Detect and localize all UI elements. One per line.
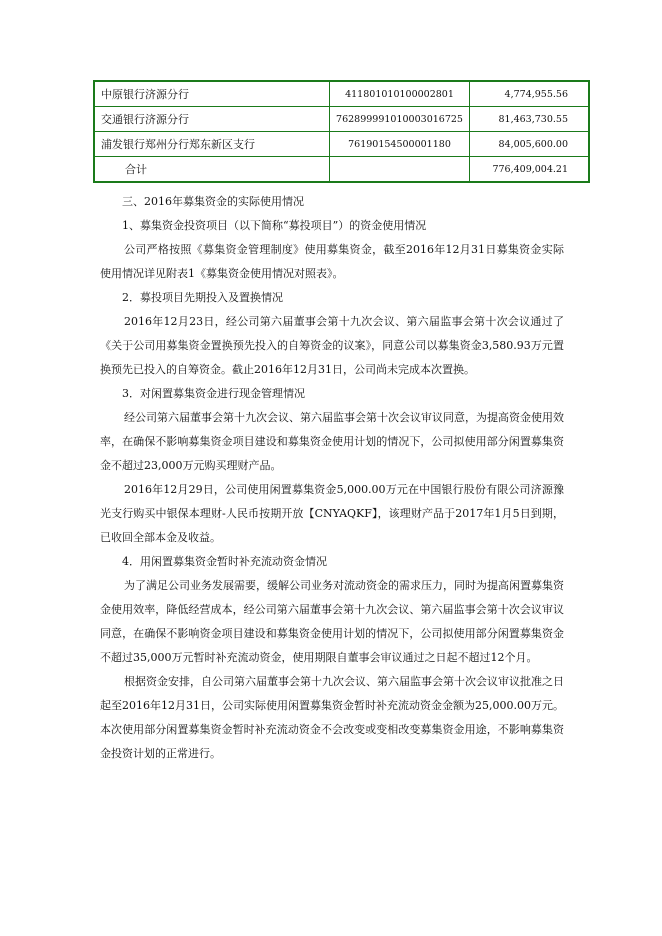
- section-heading: 三、2016年募集资金的实际使用情况: [122, 195, 304, 208]
- bank-name-cell: 中原银行济源分行: [94, 81, 330, 107]
- account-number-cell: 762899991010003016725: [330, 107, 470, 132]
- amount-cell: 4,774,955.56: [470, 81, 590, 107]
- paragraph: 2016年12月29日，公司使用闲置募集资金5,000.00万元在中国银行股份有限公司济源豫光支行购买中银保本理财-人民币按期开放【CNYAQKF】，该理财产品于2017年1月5日到期，已收回全部本金及收益。: [100, 483, 564, 544]
- table-row: [94, 132, 589, 157]
- table-total-row: [94, 157, 589, 183]
- paragraph: 为了满足公司业务发展需要，缓解公司业务对流动资金的需求压力，同时为提高闲置募集资金使用效率，降低经营成本，经公司第六届董事会第十九次会议、第六届监事会第十次会议审议同意，在确保不影响资金项目建设和募集资金使用计划的情况下，公司拟使用部分闲置募集资金不超过35,000万元暂时补充流动资金，使用期限自董事会审议通过之日起不超过12个月。: [100, 579, 564, 664]
- amount-cell: 84,005,600.00: [470, 132, 590, 157]
- total-account-cell: [330, 157, 470, 183]
- total-amount-cell: 776,409,004.21: [470, 157, 590, 183]
- body-text: [100, 190, 564, 766]
- paragraph: 公司严格按照《募集资金管理制度》使用募集资金，截至2016年12月31日募集资金实际使用情况详见附表1《募集资金使用情况对照表》。: [100, 243, 564, 280]
- subsection-heading: 3．对闲置募集资金进行现金管理情况: [122, 387, 305, 400]
- amount-cell: 81,463,730.55: [470, 107, 590, 132]
- total-label-cell: 合计: [94, 157, 330, 183]
- subsection-heading: 2．募投项目先期投入及置换情况: [122, 291, 283, 304]
- account-number-cell: 76190154500001180: [330, 132, 470, 157]
- bank-accounts-table: [93, 80, 590, 183]
- account-number-cell: 411801010100002801: [330, 81, 470, 107]
- table-row: [94, 107, 589, 132]
- paragraph: 经公司第六届董事会第十九次会议、第六届监事会第十次会议审议同意，为提高资金使用效率，在确保不影响募集资金项目建设和募集资金使用计划的情况下，公司拟使用部分闲置募集资金不超过23,000万元购买理财产品。: [100, 411, 564, 472]
- bank-name-cell: 浦发银行郑州分行郑东新区支行: [94, 132, 330, 157]
- subsection-heading: 4．用闲置募集资金暂时补充流动资金情况: [122, 555, 327, 568]
- subsection-heading: 1、募集资金投资项目（以下简称“募投项目”）的资金使用情况: [122, 219, 427, 232]
- paragraph: 根据资金安排，自公司第六届董事会第十九次会议、第六届监事会第十次会议审议批准之日起至2016年12月31日，公司实际使用闲置募集资金暂时补充流动资金金额为25,000.00万元。本次使用部分闲置募集资金暂时补充流动资金不会改变或变相改变募集资金用途，不影响募集资金投资计划的正常进行。: [100, 675, 564, 760]
- paragraph: 2016年12月23日，经公司第六届董事会第十九次会议、第六届监事会第十次会议通过了《关于公司用募集资金置换预先投入的自筹资金的议案》，同意公司以募集资金3,580.93万元置换预先已投入的自筹资金。截止2016年12月31日，公司尚未完成本次置换。: [100, 315, 564, 376]
- table-row: [94, 81, 589, 107]
- bank-name-cell: 交通银行济源分行: [94, 107, 330, 132]
